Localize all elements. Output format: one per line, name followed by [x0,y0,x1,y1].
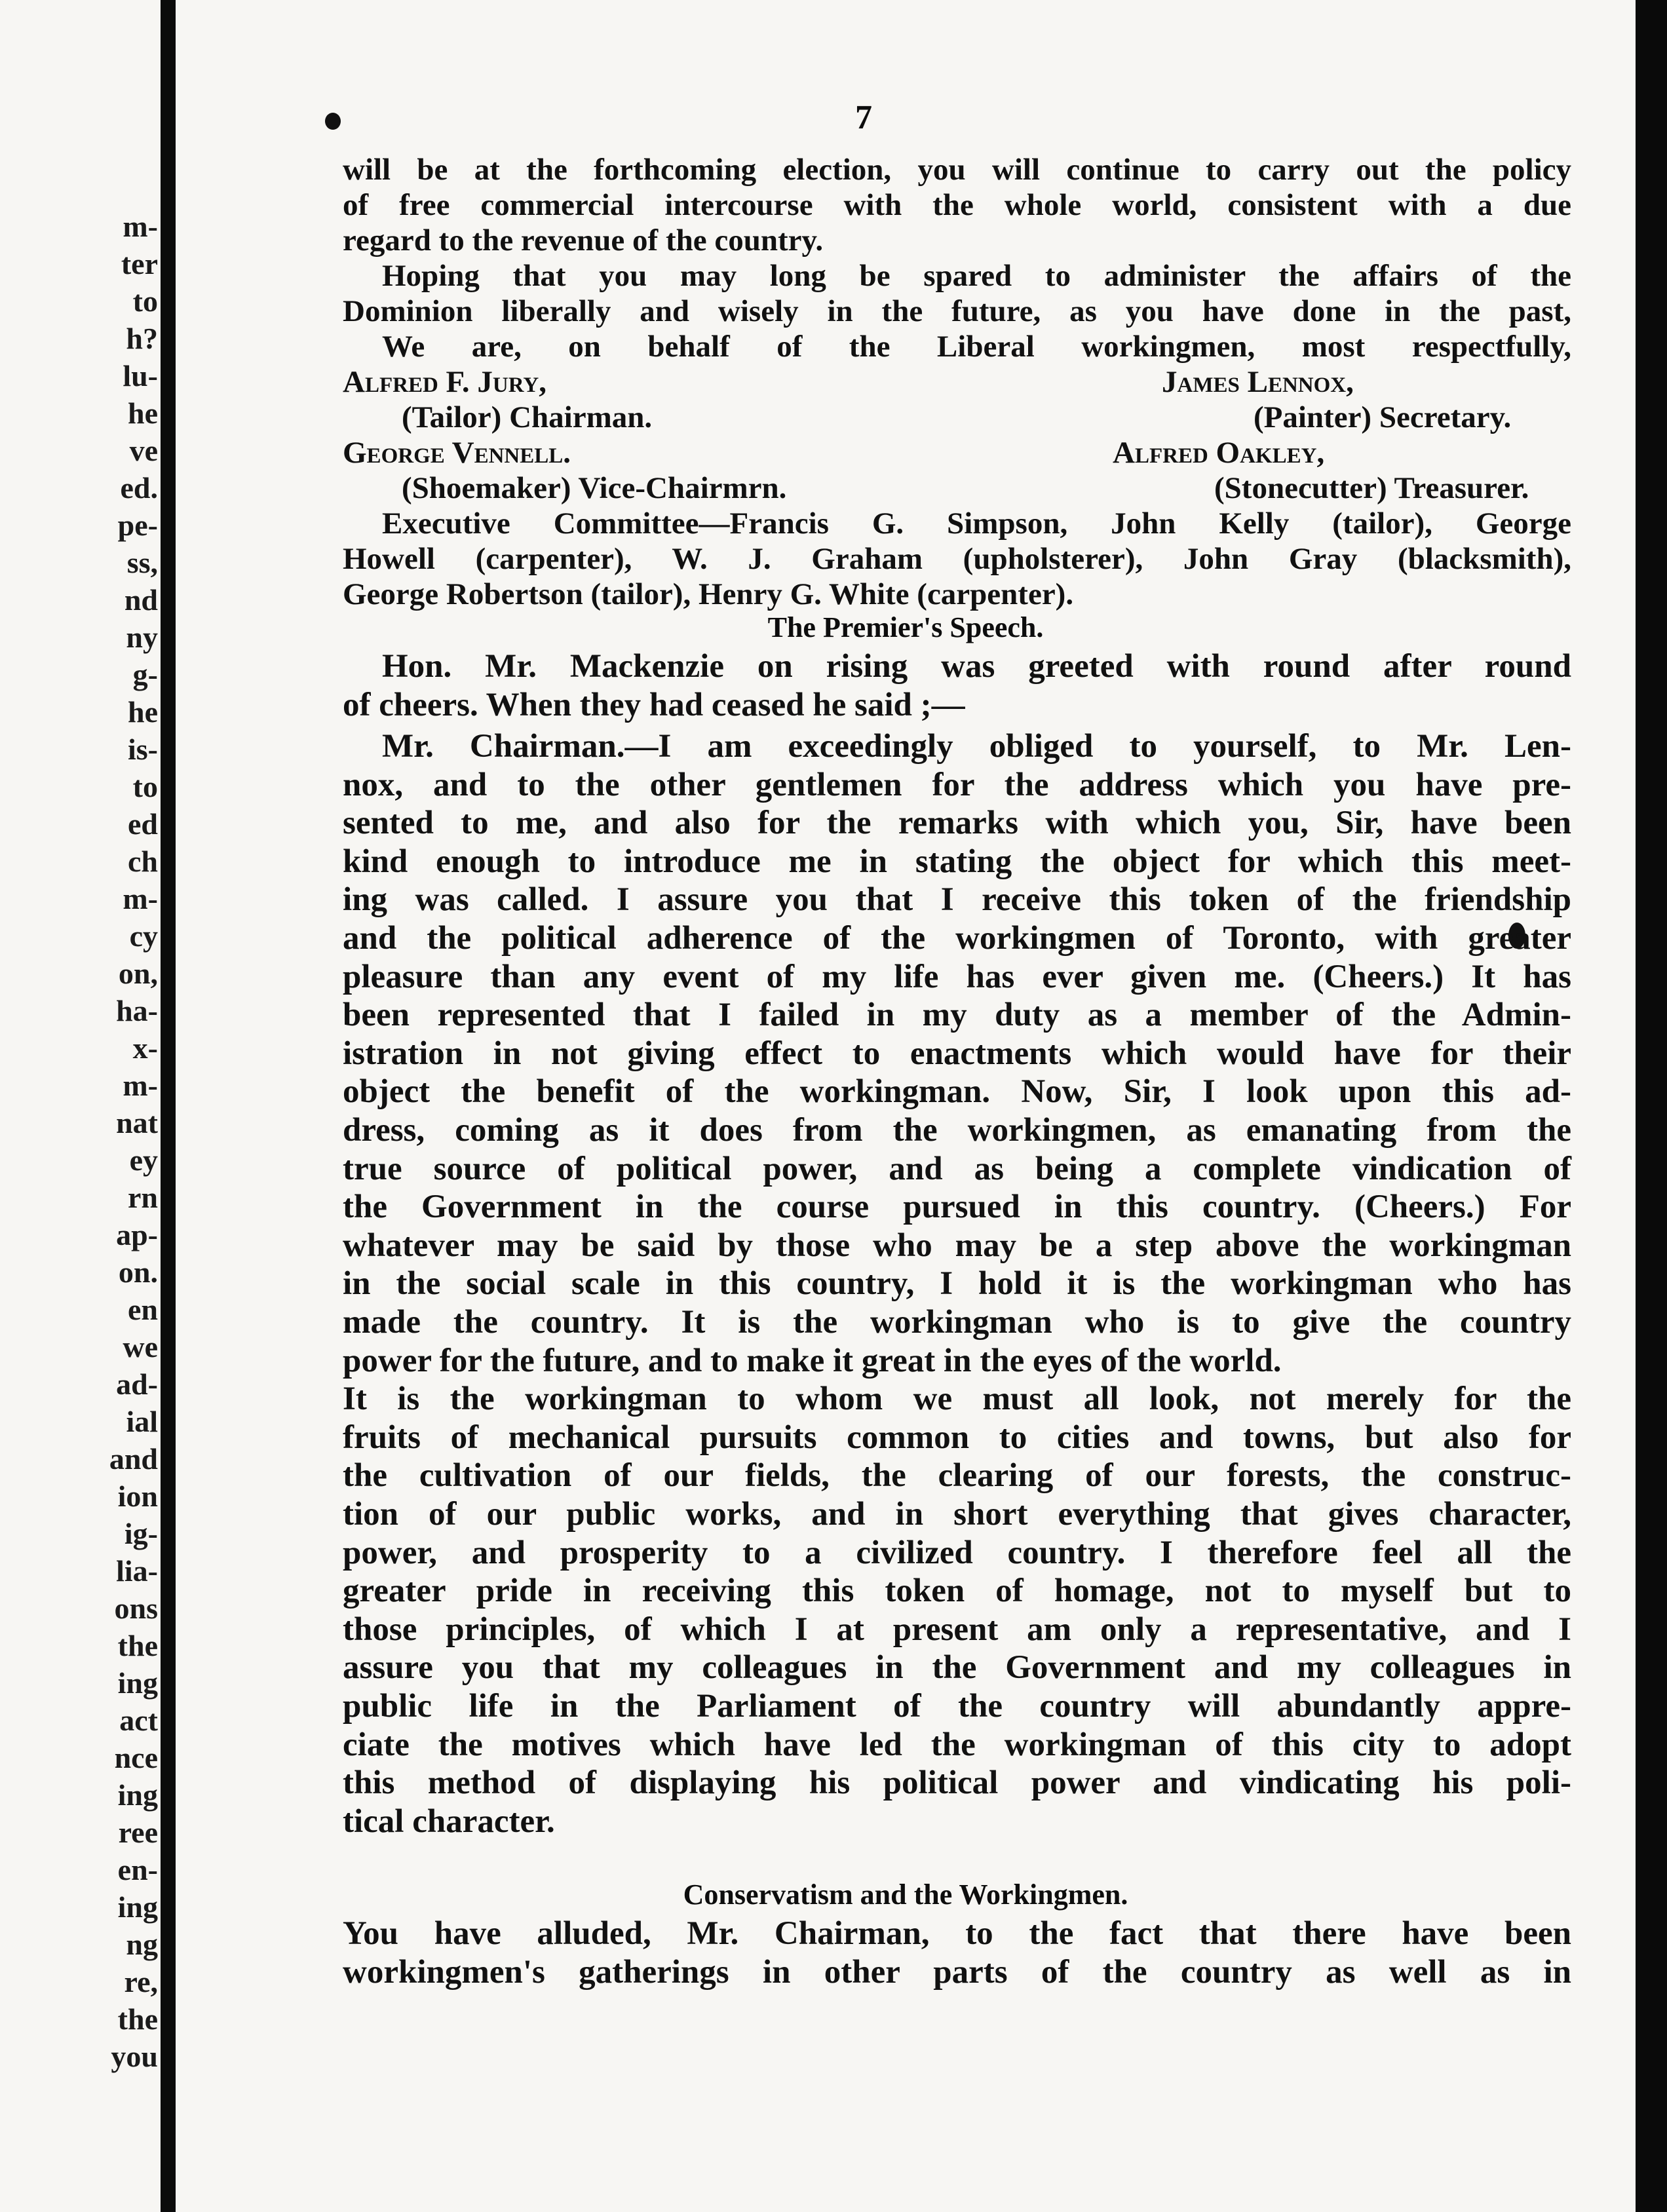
page-number: 7 [855,99,872,136]
signatory-right: (Painter) Secretary. [1254,400,1512,434]
facing-page-text-fragment: he [128,396,158,430]
facing-page-text-fragment: ha- [116,994,158,1027]
speech-line: pleasure than any event of my life has ever given me. (Cheers.) It has [343,958,1571,995]
speech-line: this method of displaying his political power and vindicating his poli- [343,1764,1571,1802]
section-heading-conservatism: Conservatism and the Workingmen. [683,1878,1128,1911]
facing-page-fragment [0,0,161,2212]
facing-page-text-fragment: en [128,1293,158,1326]
scan-edge [1636,0,1667,2212]
facing-page-text-fragment: ny [126,620,158,654]
facing-page-text-fragment: the [117,2002,158,2036]
facing-page-text-fragment: ve [129,434,158,467]
facing-page-text-fragment: ter [121,247,158,280]
committee-line: Executive Committee—Francis G. Simpson, John Kelly (tailor), George [382,506,1571,541]
speech-line: nox, and to the other gentlemen for the address which you have pre- [343,766,1571,803]
facing-page-text-fragment: act [119,1704,158,1737]
facing-page-text-fragment: cy [129,919,158,953]
facing-page-text-fragment: nce [114,1741,158,1774]
facing-page-text-fragment: ing [117,1666,158,1700]
speech-line: kind enough to introduce me in stating the object for which this meet- [343,843,1571,880]
closing-line: workingmen's gatherings in other parts of the country as well as in [343,1953,1571,1991]
facing-page-text-fragment: ree [118,1816,158,1849]
facing-page-text-fragment: to [132,284,158,318]
speech-line: public life in the Parliament of the country will abundantly appre- [343,1688,1571,1725]
facing-page-text-fragment: m- [123,210,158,243]
speech-line: assure you that my colleagues in the Government and my colleagues in [343,1649,1571,1687]
document-page [176,0,1636,2212]
facing-page-text-fragment: ial [126,1405,158,1438]
signatory-left: (Shoemaker) Vice-Chairmrn. [402,471,787,505]
facing-page-text-fragment: ad- [116,1367,158,1401]
speech-line: It is the workingman to whom we must all look, not merely for the [343,1381,1571,1418]
speech-line: greater pride in receiving this token of homage, not to myself but to [343,1573,1571,1610]
greeting-line: Hon. Mr. Mackenzie on rising was greeted with round after round [382,648,1571,685]
speech-line: ing was called. I assure you that I receive this token of the friendship [343,881,1571,919]
facing-page-text-fragment: lu- [123,359,158,392]
speech-line: tion of our public works, and in short everything that gives character, [343,1496,1571,1533]
closing-hope-line: Dominion liberally and wisely in the future, as you have done in the past, [343,294,1571,328]
facing-page-text-fragment: ed [128,807,158,841]
intro-line: regard to the revenue of the country. [343,223,824,257]
speech-line: whatever may be said by those who may be a step above the workingman [343,1227,1571,1264]
closing-hope-line: We are, on behalf of the Liberal workingmen, most respectfully, [382,330,1571,364]
facing-page-text-fragment: and [109,1442,158,1476]
facing-page-text-fragment: ing [117,1890,158,1924]
speech-line: dress, coming as it does from the workingmen, as emanating from the [343,1112,1571,1149]
signatory-right: James Lennox, [1162,365,1354,399]
speech-line: istration in not giving effect to enactments which would have for their [343,1035,1571,1072]
facing-page-text-fragment: lia- [116,1554,158,1588]
facing-page-text-fragment: m- [123,1069,158,1102]
committee-line: George Robertson (tailor), Henry G. White (carpenter). [343,577,1074,611]
speech-line: made the country. It is the workingman who is to give the country [343,1304,1571,1341]
facing-page-text-fragment: we [123,1330,158,1363]
binding-hole-mark [325,113,341,130]
facing-page-text-fragment: is- [128,733,158,766]
signatory-left: George Vennell. [343,436,571,470]
facing-page-text-fragment: on, [118,957,158,990]
signatory-left: Alfred F. Jury, [343,365,547,399]
facing-page-text-fragment: the [117,1629,158,1662]
facing-page-text-fragment: ons [114,1592,158,1625]
facing-page-text-fragment: g- [132,658,158,691]
facing-page-text-fragment: nd [124,583,158,617]
speech-line: fruits of mechanical pursuits common to cities and towns, but also for [343,1419,1571,1456]
facing-page-text-fragment: he [128,695,158,729]
facing-page-text-fragment: m- [123,882,158,915]
signatory-left: (Tailor) Chairman. [402,400,653,434]
facing-page-text-fragment: ig- [124,1517,158,1550]
speech-line: and the political adherence of the workingmen of Toronto, with greater [343,920,1571,957]
facing-page-text-fragment: ng [126,1928,158,1961]
intro-line: will be at the forthcoming election, you will continue to carry out the policy [343,153,1571,187]
facing-page-text-fragment: pe- [117,508,158,542]
speech-line: power, and prosperity to a civilized country. I therefore feel all the [343,1534,1571,1571]
facing-page-text-fragment: you [111,2040,158,2073]
speech-line: Mr. Chairman.—I am exceedingly obliged to yourself, to Mr. Len- [382,728,1571,765]
speech-line: the cultivation of our fields, the clearing of our forests, the construc- [343,1457,1571,1495]
speech-line: object the benefit of the workingman. Now, Sir, I look upon this ad- [343,1073,1571,1111]
facing-page-text-fragment: ion [117,1479,158,1513]
facing-page-text-fragment: ed. [120,471,158,505]
facing-page-text-fragment: ing [117,1778,158,1812]
facing-page-text-fragment: nat [116,1106,158,1139]
signatory-right: (Stonecutter) Treasurer. [1214,471,1529,505]
speech-line: power for the future, and to make it great in the eyes of the world. [343,1342,1282,1379]
speech-line: those principles, of which I at present am only a representative, and I [343,1611,1571,1648]
facing-page-text-fragment: x- [132,1031,158,1065]
speech-line: ciate the motives which have led the workingman of this city to adopt [343,1726,1571,1763]
facing-page-text-fragment: en- [117,1853,158,1886]
closing-hope-line: Hoping that you may long be spared to administer the affairs of the [382,259,1571,293]
facing-page-text-fragment: ch [128,845,158,878]
speech-line: true source of political power, and as being a complete vindication of [343,1150,1571,1187]
closing-line: You have alluded, Mr. Chairman, to the fact that there have been [343,1915,1571,1952]
speech-line: the Government in the course pursued in this country. (Cheers.) For [343,1189,1571,1226]
speech-line: in the social scale in this country, I hold it is the workingman who has [343,1265,1571,1303]
signatory-right: Alfred Oakley, [1113,436,1325,470]
greeting-line: of cheers. When they had ceased he said ;— [343,686,965,723]
committee-line: Howell (carpenter), W. J. Graham (upholsterer), John Gray (blacksmith), [343,542,1571,576]
facing-page-text-fragment: ap- [116,1218,158,1251]
facing-page-text-fragment: rn [128,1181,158,1214]
facing-page-text-fragment: ey [129,1143,158,1177]
facing-page-text-fragment: to [132,770,158,803]
facing-page-text-fragment: ss, [126,546,158,579]
speech-line: sented to me, and also for the remarks with which you, Sir, have been [343,805,1571,842]
facing-page-text-fragment: re, [124,1965,158,1998]
speech-line: been represented that I failed in my duty as a member of the Admin- [343,997,1571,1034]
intro-line: of free commercial intercourse with the whole world, consistent with a due [343,188,1571,222]
facing-page-text-fragment: on. [118,1255,158,1289]
section-heading-premier-speech: The Premier's Speech. [767,611,1044,643]
facing-page-text-fragment: h? [126,322,158,355]
speech-line: tical character. [343,1802,555,1840]
